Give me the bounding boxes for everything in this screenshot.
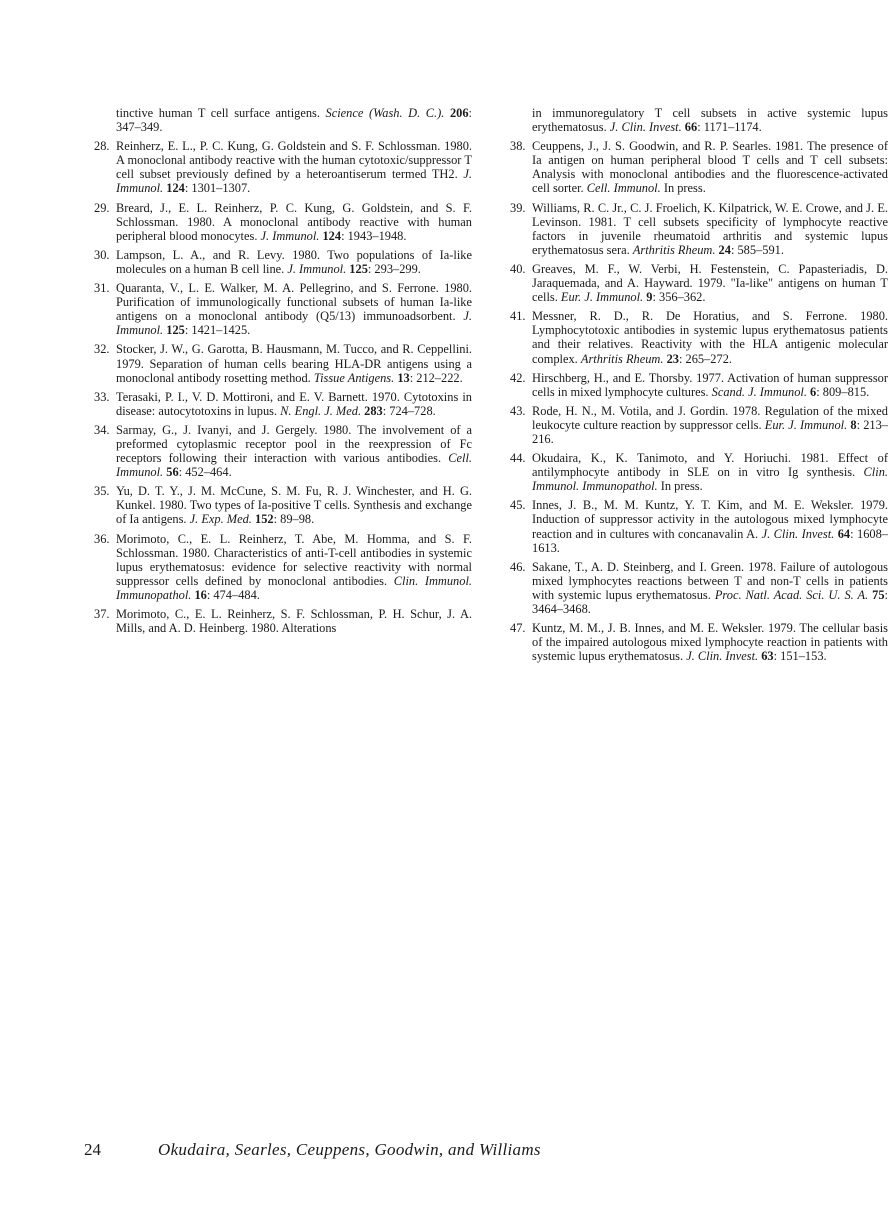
reference-number: 30. bbox=[94, 247, 110, 262]
reference-text: Innes, J. B., M. M. Kuntz, Y. T. Kim, and M. E. Weksler. 1979. Induction of suppressor activity in the autologous mixed lymphocyte reaction and in cultures with concanavalin A. bbox=[532, 498, 888, 541]
reference-item bbox=[94, 423, 472, 479]
reference-text: Kuntz, M. M., J. B. Innes, and M. E. Weksler. 1979. The cellular basis of the impaired autologous mixed lymphocyte reaction in patients with systemic lupus erythematosus. bbox=[532, 621, 888, 664]
reference-column-right bbox=[510, 106, 888, 668]
reference-volume: 8 bbox=[847, 417, 857, 432]
reference-text: Rode, H. N., M. Votila, and J. Gordin. 1978. Regulation of the mixed leukocyte culture reaction by suppressor cells. bbox=[532, 403, 888, 432]
reference-item bbox=[94, 281, 472, 337]
reference-text: Morimoto, C., E. L. Reinherz, T. Abe, M. Homma, and S. F. Schlossman. 1980. Characteristics of anti-T-cell antibodies in systemic lupus erythematosus: evidence for selective reactivity with normal suppressor cells defined by monoclonal antibodies. bbox=[116, 531, 472, 588]
reference-pages: : 212–222. bbox=[409, 370, 463, 385]
reference-item bbox=[94, 106, 472, 134]
reference-pages: : 356–362. bbox=[652, 290, 706, 305]
reference-pages: : 1943–1948. bbox=[341, 228, 407, 243]
reference-item bbox=[94, 532, 472, 602]
reference-journal: Cell. Immunol. bbox=[586, 181, 661, 196]
reference-number: 32. bbox=[94, 342, 110, 357]
reference-volume: 125 bbox=[163, 323, 185, 338]
reference-volume: 206 bbox=[444, 106, 469, 120]
page-number: 24 bbox=[84, 1140, 101, 1159]
reference-journal: Arthritis Rheum. bbox=[632, 242, 716, 257]
reference-number: 33. bbox=[94, 389, 110, 404]
reference-item bbox=[94, 201, 472, 243]
reference-number: 35. bbox=[94, 484, 110, 499]
reference-journal: Clin. Immunol. Immunopathol. bbox=[532, 465, 888, 494]
reference-pages: : 265–272. bbox=[678, 351, 732, 366]
reference-item bbox=[510, 139, 888, 195]
reference-journal: Eur. J. Immunol. bbox=[764, 417, 848, 432]
reference-volume: 75 bbox=[868, 587, 885, 602]
reference-pages: : 1301–1307. bbox=[184, 181, 251, 196]
reference-journal: J. Clin. Invest. bbox=[609, 120, 682, 135]
reference-text: Yu, D. T. Y., J. M. McCune, S. M. Fu, R. J. Winchester, and H. G. Kunkel. 1980. Two types of Ia-positive T cells. Synthesis and exchange of Ia antigens. bbox=[116, 484, 472, 527]
reference-volume: 283 bbox=[361, 403, 383, 418]
reference-volume: 23 bbox=[663, 351, 679, 366]
reference-text: Greaves, M. F., W. Verbi, H. Festenstein, C. Papasteriadis, D. Jaraquemada, and A. Hayward. 1979. "Ia-like" antigens on human T cells. bbox=[532, 261, 888, 305]
reference-item bbox=[510, 201, 888, 257]
reference-pages: : 452–464. bbox=[178, 465, 232, 480]
reference-pages: : 347–349. bbox=[116, 106, 472, 135]
reference-pages: : 724–728. bbox=[382, 403, 436, 418]
reference-journal: J. Clin. Invest. bbox=[761, 526, 835, 541]
reference-number: 41. bbox=[510, 309, 526, 324]
reference-pages: : 1421–1425. bbox=[184, 323, 251, 338]
reference-journal: Arthritis Rheum. bbox=[580, 351, 664, 366]
reference-volume: 16 bbox=[191, 587, 207, 602]
reference-item bbox=[510, 451, 888, 493]
reference-number: 43. bbox=[510, 403, 526, 418]
reference-number: 44. bbox=[510, 451, 526, 466]
reference-item bbox=[510, 560, 888, 616]
reference-pages: In press. bbox=[657, 479, 703, 494]
reference-item bbox=[510, 309, 888, 365]
reference-number: 47. bbox=[510, 621, 526, 636]
reference-number: 42. bbox=[510, 370, 526, 385]
reference-pages: : 89–98. bbox=[273, 512, 315, 527]
reference-journal: J. Immunol. bbox=[260, 228, 320, 243]
reference-journal: J. Immunol. bbox=[116, 167, 472, 196]
reference-text: Quaranta, V., L. E. Walker, M. A. Pellegrino, and S. Ferrone. 1980. Purification of immunologically functional subsets of human Ia-like antigens on a monoclonal antibody (Q5/13) immunoadsorbent. bbox=[116, 281, 472, 324]
reference-journal: Proc. Natl. Acad. Sci. U. S. A. bbox=[714, 587, 869, 602]
reference-number: 36. bbox=[94, 531, 110, 546]
reference-item bbox=[510, 621, 888, 663]
reference-pages: : 809–815. bbox=[816, 384, 870, 399]
reference-journal: Tissue Antigens. bbox=[313, 370, 395, 385]
reference-item bbox=[94, 139, 472, 195]
reference-volume: 66 bbox=[681, 120, 698, 135]
reference-volume: 63 bbox=[758, 649, 774, 664]
reference-item bbox=[94, 390, 472, 418]
running-authors: Okudaira, Searles, Ceuppens, Goodwin, and Williams bbox=[158, 1140, 541, 1159]
reference-journal: Cell. Immunol. bbox=[116, 451, 472, 480]
reference-text: Williams, R. C. Jr., C. J. Froelich, K. Kilpatrick, W. E. Crowe, and J. E. Levinson. 1981. T cell subsets specificity of lymphocyte reactive factors in juvenile rheumatoid arthritis and systemic lupus erythematosus sera. bbox=[532, 200, 888, 257]
reference-text: Morimoto, C., E. L. Reinherz, S. F. Schlossman, P. H. Schur, J. A. Mills, and A. D. Heinberg. 1980. Alterations bbox=[116, 607, 472, 636]
reference-number: 39. bbox=[510, 200, 526, 215]
reference-pages: : 3464–3468. bbox=[532, 587, 888, 616]
reference-item bbox=[94, 342, 472, 384]
reference-volume: 24 bbox=[715, 242, 731, 257]
reference-text: Messner, R. D., R. De Horatius, and S. Ferrone. 1980. Lymphocytotoxic antibodies in systemic lupus erythematosus patients and their relatives. Reactivity with the HLA antigenic molecular complex. bbox=[532, 309, 888, 366]
reference-number: 31. bbox=[94, 281, 110, 296]
reference-text: Sakane, T., A. D. Steinberg, and I. Green. 1978. Failure of autologous mixed lymphocytes reactions between T and non-T cells in patients with systemic lupus erythematosus. bbox=[532, 559, 888, 602]
reference-volume: 9 bbox=[643, 290, 653, 305]
reference-number: 40. bbox=[510, 261, 526, 276]
reference-volume: 13 bbox=[394, 370, 410, 385]
reference-item bbox=[94, 248, 472, 276]
reference-number: 29. bbox=[94, 200, 110, 215]
reference-text: Ceuppens, J., J. S. Goodwin, and R. P. Searles. 1981. The presence of Ia antigen on human peripheral blood T cells and T cell subsets: Analysis with monoclonal antibodies and the fluorescence-activated cell sorter. bbox=[532, 139, 888, 196]
reference-text: Stocker, J. W., G. Garotta, B. Hausmann, M. Tucco, and R. Ceppellini. 1979. Separation of human cells bearing HLA-DR antigens using a monoclonal antibody rosetting method. bbox=[116, 342, 472, 385]
reference-number: 28. bbox=[94, 139, 110, 154]
reference-journal: J. Clin. Invest. bbox=[686, 649, 759, 664]
reference-volume: 152 bbox=[251, 512, 274, 527]
reference-number: 45. bbox=[510, 498, 526, 513]
reference-volume: 56 bbox=[163, 465, 179, 480]
reference-text: Lampson, L. A., and R. Levy. 1980. Two populations of Ia-like molecules on a human B cell line. bbox=[116, 247, 472, 276]
reference-column-left bbox=[94, 106, 472, 640]
reference-number: 46. bbox=[510, 559, 526, 574]
reference-item bbox=[510, 404, 888, 446]
reference-item bbox=[510, 106, 888, 134]
reference-volume: 64 bbox=[834, 526, 851, 541]
reference-journal: Scand. J. Immunol. bbox=[711, 384, 807, 399]
reference-pages: : 1171–1174. bbox=[697, 120, 762, 135]
reference-journal: Clin. Immunol. Immunopathol. bbox=[116, 573, 472, 602]
reference-text: Okudaira, K., K. Tanimoto, and Y. Horiuchi. 1981. Effect of antilymphocyte antibody in SLE on in vitro Ig synthesis. bbox=[532, 451, 888, 480]
reference-text: Reinherz, E. L., P. C. Kung, G. Goldstein and S. F. Schlossman. 1980. A monoclonal antibody reactive with the human cytotoxic/suppressor T cell subset previously defined by a heteroantiserum termed TH2. bbox=[116, 139, 472, 182]
reference-pages: : 474–484. bbox=[206, 587, 260, 602]
reference-item bbox=[510, 371, 888, 399]
reference-journal: Science (Wash. D. C.). bbox=[325, 106, 445, 120]
reference-pages: : 151–153. bbox=[773, 649, 827, 664]
reference-item bbox=[510, 262, 888, 304]
reference-volume: 124 bbox=[319, 228, 342, 243]
reference-volume: 6 bbox=[806, 384, 817, 399]
reference-journal: J. Exp. Med. bbox=[189, 512, 252, 527]
reference-volume: 125 bbox=[346, 261, 368, 276]
reference-item bbox=[94, 484, 472, 526]
reference-journal: Eur. J. Immunol. bbox=[560, 290, 644, 305]
reference-journal: J. Immunol. bbox=[116, 309, 472, 338]
reference-text: Breard, J., E. L. Reinherz, P. C. Kung, G. Goldstein, and S. F. Schlossman. 1980. A monoclonal antibody reactive with human peripheral blood monocytes. bbox=[116, 200, 472, 243]
reference-pages: : 585–591. bbox=[730, 242, 784, 257]
reference-pages: : 293–299. bbox=[367, 261, 421, 276]
reference-number: 38. bbox=[510, 139, 526, 154]
reference-pages: In press. bbox=[660, 181, 706, 196]
reference-item bbox=[94, 607, 472, 635]
reference-text: tinctive human T cell surface antigens. bbox=[116, 106, 326, 120]
reference-journal: J. Immunol. bbox=[287, 261, 347, 276]
reference-item bbox=[510, 498, 888, 554]
reference-number: 37. bbox=[94, 607, 110, 621]
reference-pages: : 213–216. bbox=[532, 417, 889, 446]
reference-pages: : 1608–1613. bbox=[532, 526, 888, 555]
reference-text: Terasaki, P. I., V. D. Mottironi, and E. V. Barnett. 1970. Cytotoxins in disease: autocytotoxins in lupus. bbox=[116, 389, 472, 418]
reference-text: Sarmay, G., J. Ivanyi, and J. Gergely. 1980. The involvement of a preformed cytoplasmic receptor pool in the reexpression of Fc receptors following their interaction with various antibodies. bbox=[116, 422, 472, 466]
reference-text: in immunoregulatory T cell subsets in active systemic lupus erythematosus. bbox=[532, 106, 888, 135]
reference-text: Hirschberg, H., and E. Thorsby. 1977. Activation of human suppressor cells in mixed lymphocyte cultures. bbox=[532, 370, 888, 399]
reference-number: 34. bbox=[94, 422, 110, 437]
reference-volume: 124 bbox=[163, 181, 185, 196]
reference-journal: N. Engl. J. Med. bbox=[280, 403, 362, 418]
